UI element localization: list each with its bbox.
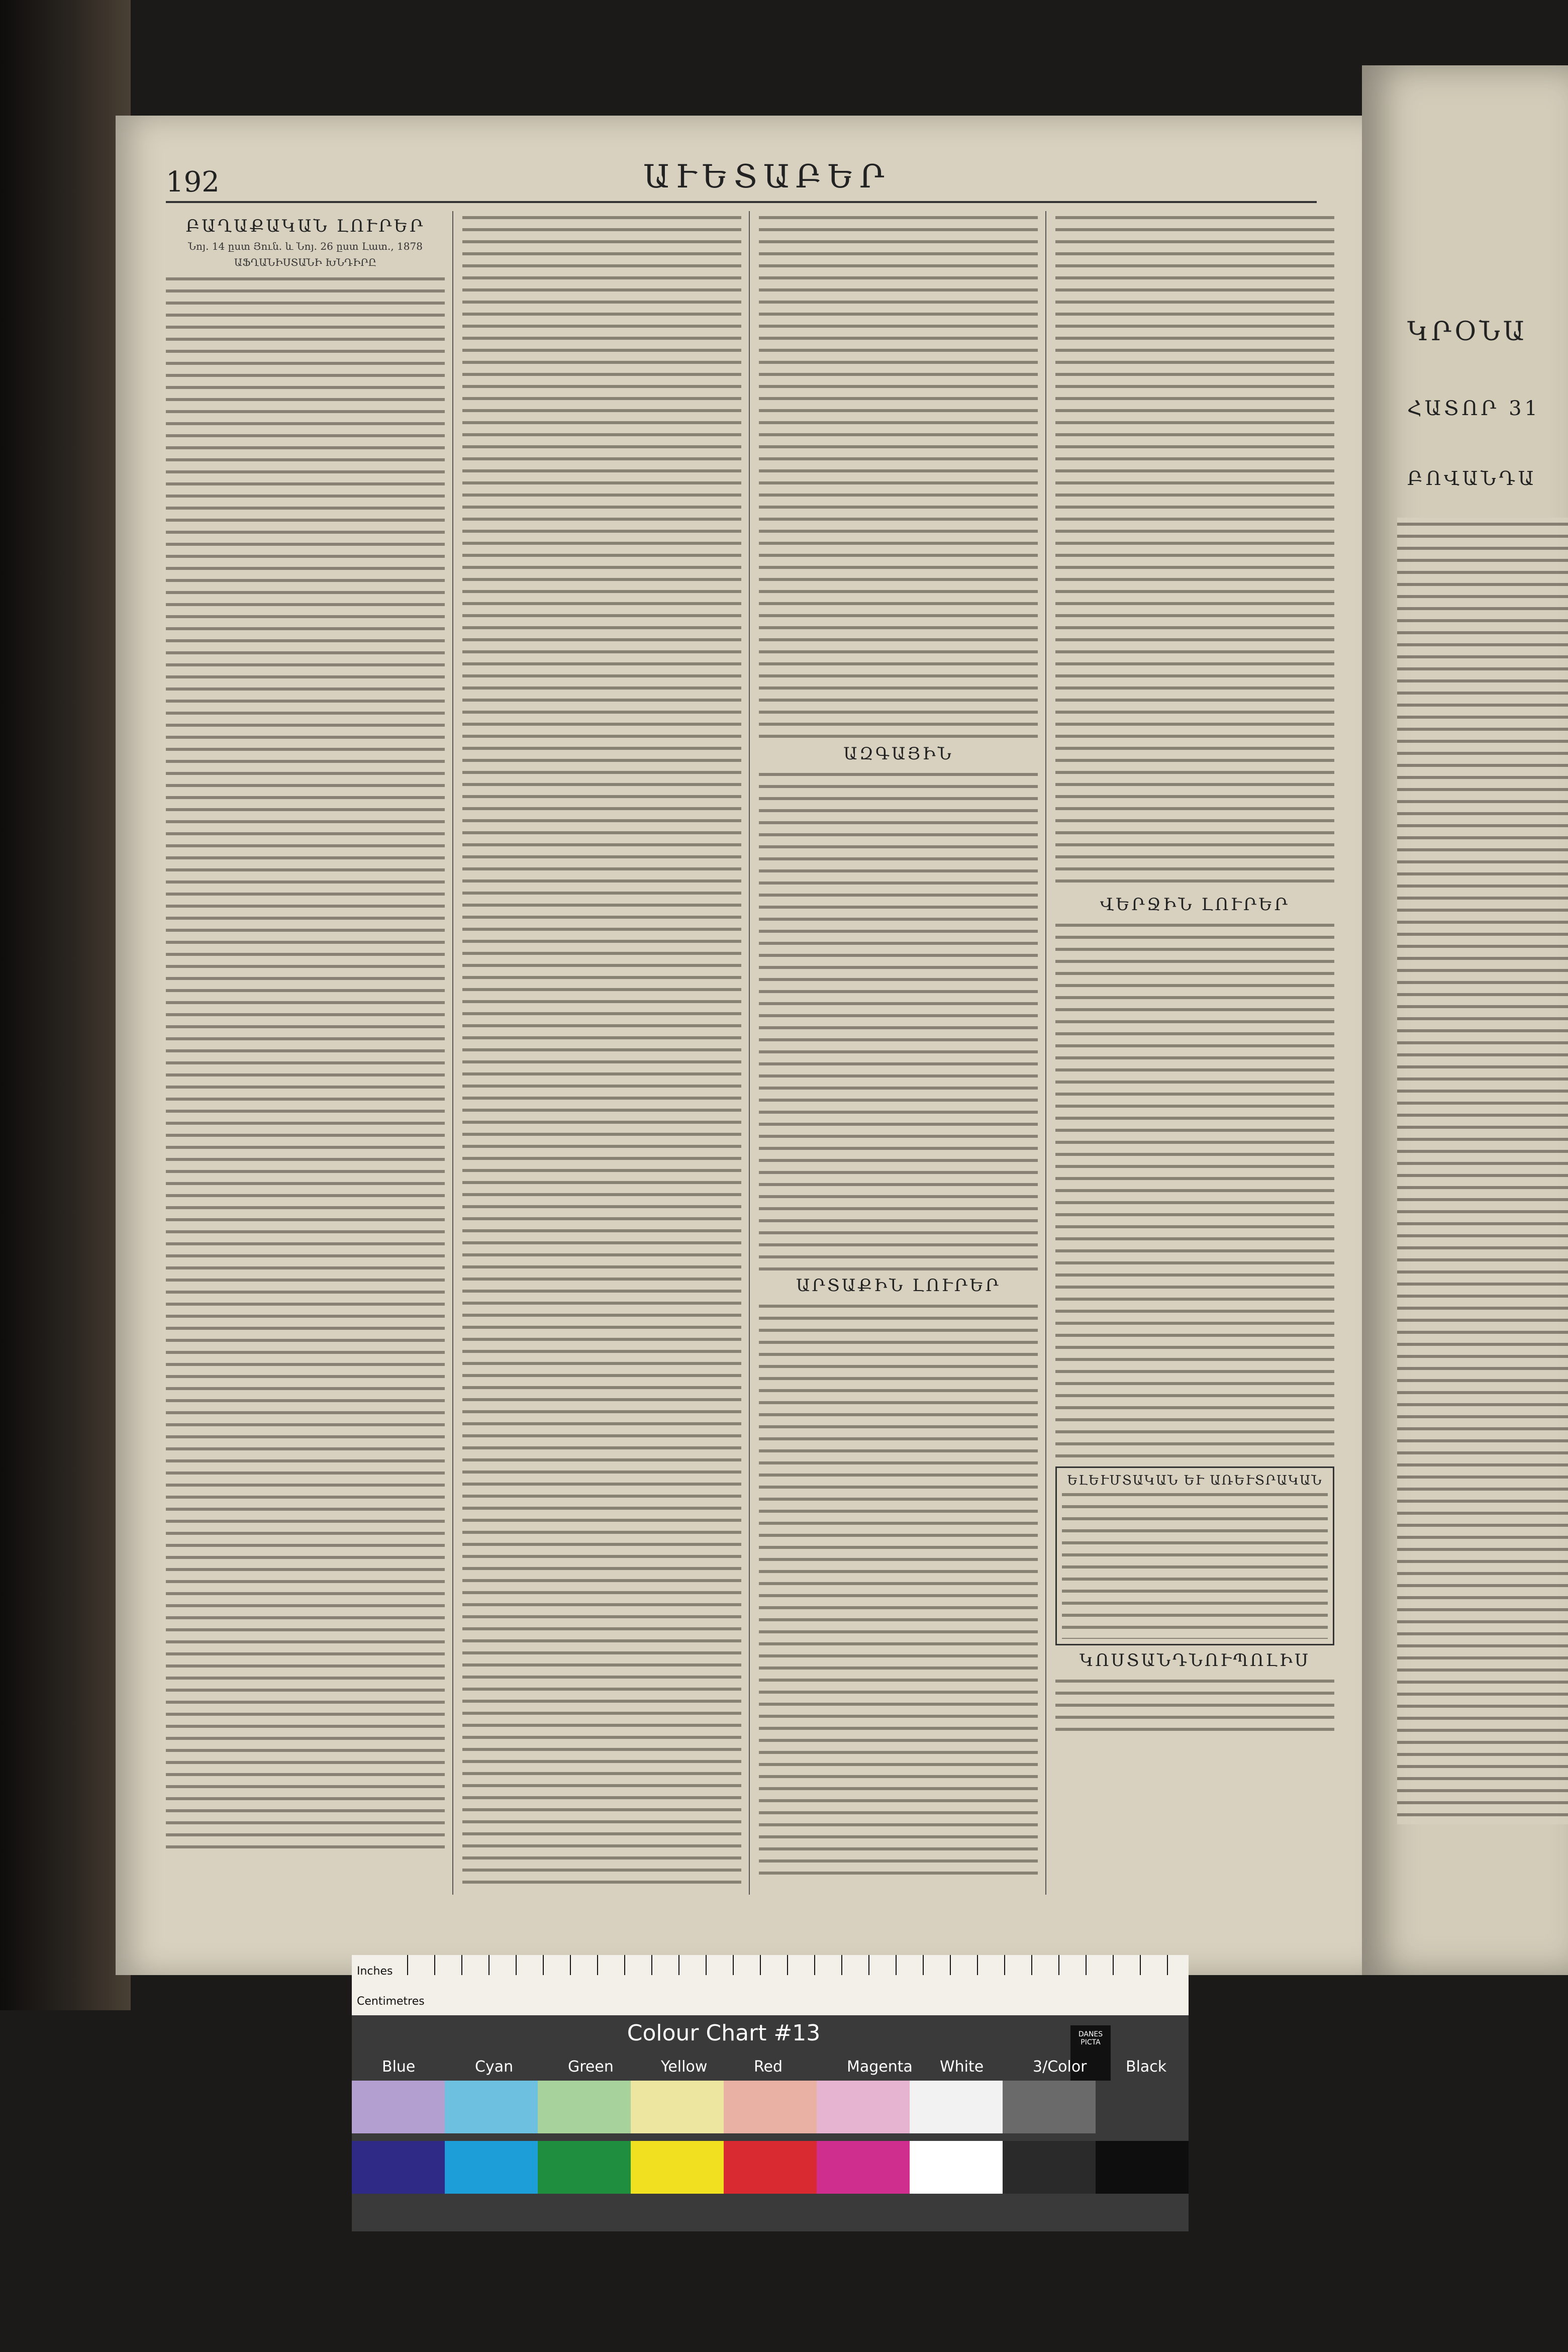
column-heading: ԱԶԳԱՅԻՆ <box>843 744 953 764</box>
colour-patch <box>445 2081 538 2133</box>
patch-label: Red <box>754 2058 782 2076</box>
patch-label: 3/Color <box>1033 2058 1087 2076</box>
colour-patch <box>538 2081 631 2133</box>
danes-picta-logo: DANES PICTA <box>1070 2025 1111 2081</box>
article-text <box>1055 1675 1334 1735</box>
colour-patch <box>631 2081 724 2133</box>
colour-patch <box>352 2141 445 2194</box>
column-heading: ԲԱՂԱՔԱԿԱՆ ԼՈՒՐԵՐ <box>185 216 425 236</box>
column-3 <box>759 211 1038 1895</box>
patch-label: Magenta <box>847 2058 913 2076</box>
colour-patch <box>910 2141 1003 2194</box>
colour-patch <box>445 2141 538 2194</box>
article-text <box>759 1300 1038 1878</box>
patch-label: White <box>940 2058 984 2076</box>
market-box-title: ԵԼԵՒՄՏԱԿԱՆ ԵՒ ԱՌԵՒՏՐԱԿԱՆ <box>1067 1473 1323 1488</box>
article-text <box>1055 211 1334 890</box>
column-subheading: ԿՈՍՏԱՆԴՆՈՒՊՈԼԻՍ <box>1079 1650 1311 1671</box>
newspaper-page-right <box>1362 65 1568 1975</box>
patch-label: Yellow <box>661 2058 708 2076</box>
patch-row-bottom <box>352 2141 1189 2194</box>
ruler-inches-label: Inches <box>357 1965 393 1978</box>
column-divider <box>1045 211 1046 1895</box>
right-page-volume: ՀԱՏՈՐ 31 <box>1407 397 1540 420</box>
colour-patch <box>538 2141 631 2194</box>
colour-patch <box>910 2081 1003 2133</box>
right-page-contents: ԲՈՎԱՆԴԱ <box>1407 467 1537 489</box>
patch-row-top <box>352 2081 1189 2133</box>
column-4 <box>1055 211 1334 1895</box>
article-text <box>759 211 1038 739</box>
book-binding <box>0 0 131 2010</box>
article-text <box>462 211 741 1885</box>
article-text <box>166 272 445 1855</box>
masthead: ԱՒԵՏԱԲԵՐ <box>643 158 891 195</box>
ruler-ticks <box>407 1955 1179 1975</box>
patch-label: Blue <box>382 2058 416 2076</box>
column-2 <box>462 211 741 1895</box>
column-1 <box>166 211 445 1895</box>
column-divider <box>749 211 750 1895</box>
colour-patch <box>1096 2141 1189 2194</box>
colour-patch <box>1003 2081 1096 2133</box>
chart-title: Colour Chart #13 <box>627 2020 821 2046</box>
page-number: 192 <box>166 166 220 199</box>
colour-patch <box>817 2141 910 2194</box>
patch-label: Green <box>568 2058 614 2076</box>
article-text <box>759 768 1038 1270</box>
column-heading: ՎԵՐՋԻՆ ԼՈՒՐԵՐ <box>1100 895 1290 915</box>
patch-label: Cyan <box>475 2058 514 2076</box>
article-text <box>1397 518 1568 1824</box>
ruler <box>352 1955 1189 2015</box>
colour-patch <box>1003 2141 1096 2194</box>
article-text <box>1055 919 1334 1461</box>
colour-chart <box>352 1955 1189 2231</box>
colour-patch <box>817 2081 910 2133</box>
ruler-cm-label: Centimetres <box>357 1995 425 2008</box>
colour-patch <box>724 2141 817 2194</box>
top-rule <box>166 201 1317 203</box>
colour-patch <box>352 2081 445 2133</box>
colour-patch <box>1096 2081 1189 2133</box>
market-box <box>1055 1466 1334 1645</box>
colour-patch <box>631 2141 724 2194</box>
colour-patch <box>724 2081 817 2133</box>
column-divider <box>452 211 453 1895</box>
column-subheading: ԱՐՏԱՔԻՆ ԼՈՒՐԵՐ <box>796 1276 1001 1296</box>
date-line: Նոյ. 14 ըստ Յուն. և Նոյ. 26 ըստ Լատ., 1878 <box>188 240 423 252</box>
column-subheading: ԱՖՂԱՆԻՍՏԱՆԻ ԽՆԴԻՐԸ <box>234 256 377 268</box>
market-table <box>1062 1488 1328 1639</box>
right-page-header: ԿՐՕՆԱ <box>1407 317 1527 347</box>
patch-label: Black <box>1126 2058 1167 2076</box>
newspaper-page-left <box>116 116 1372 1975</box>
